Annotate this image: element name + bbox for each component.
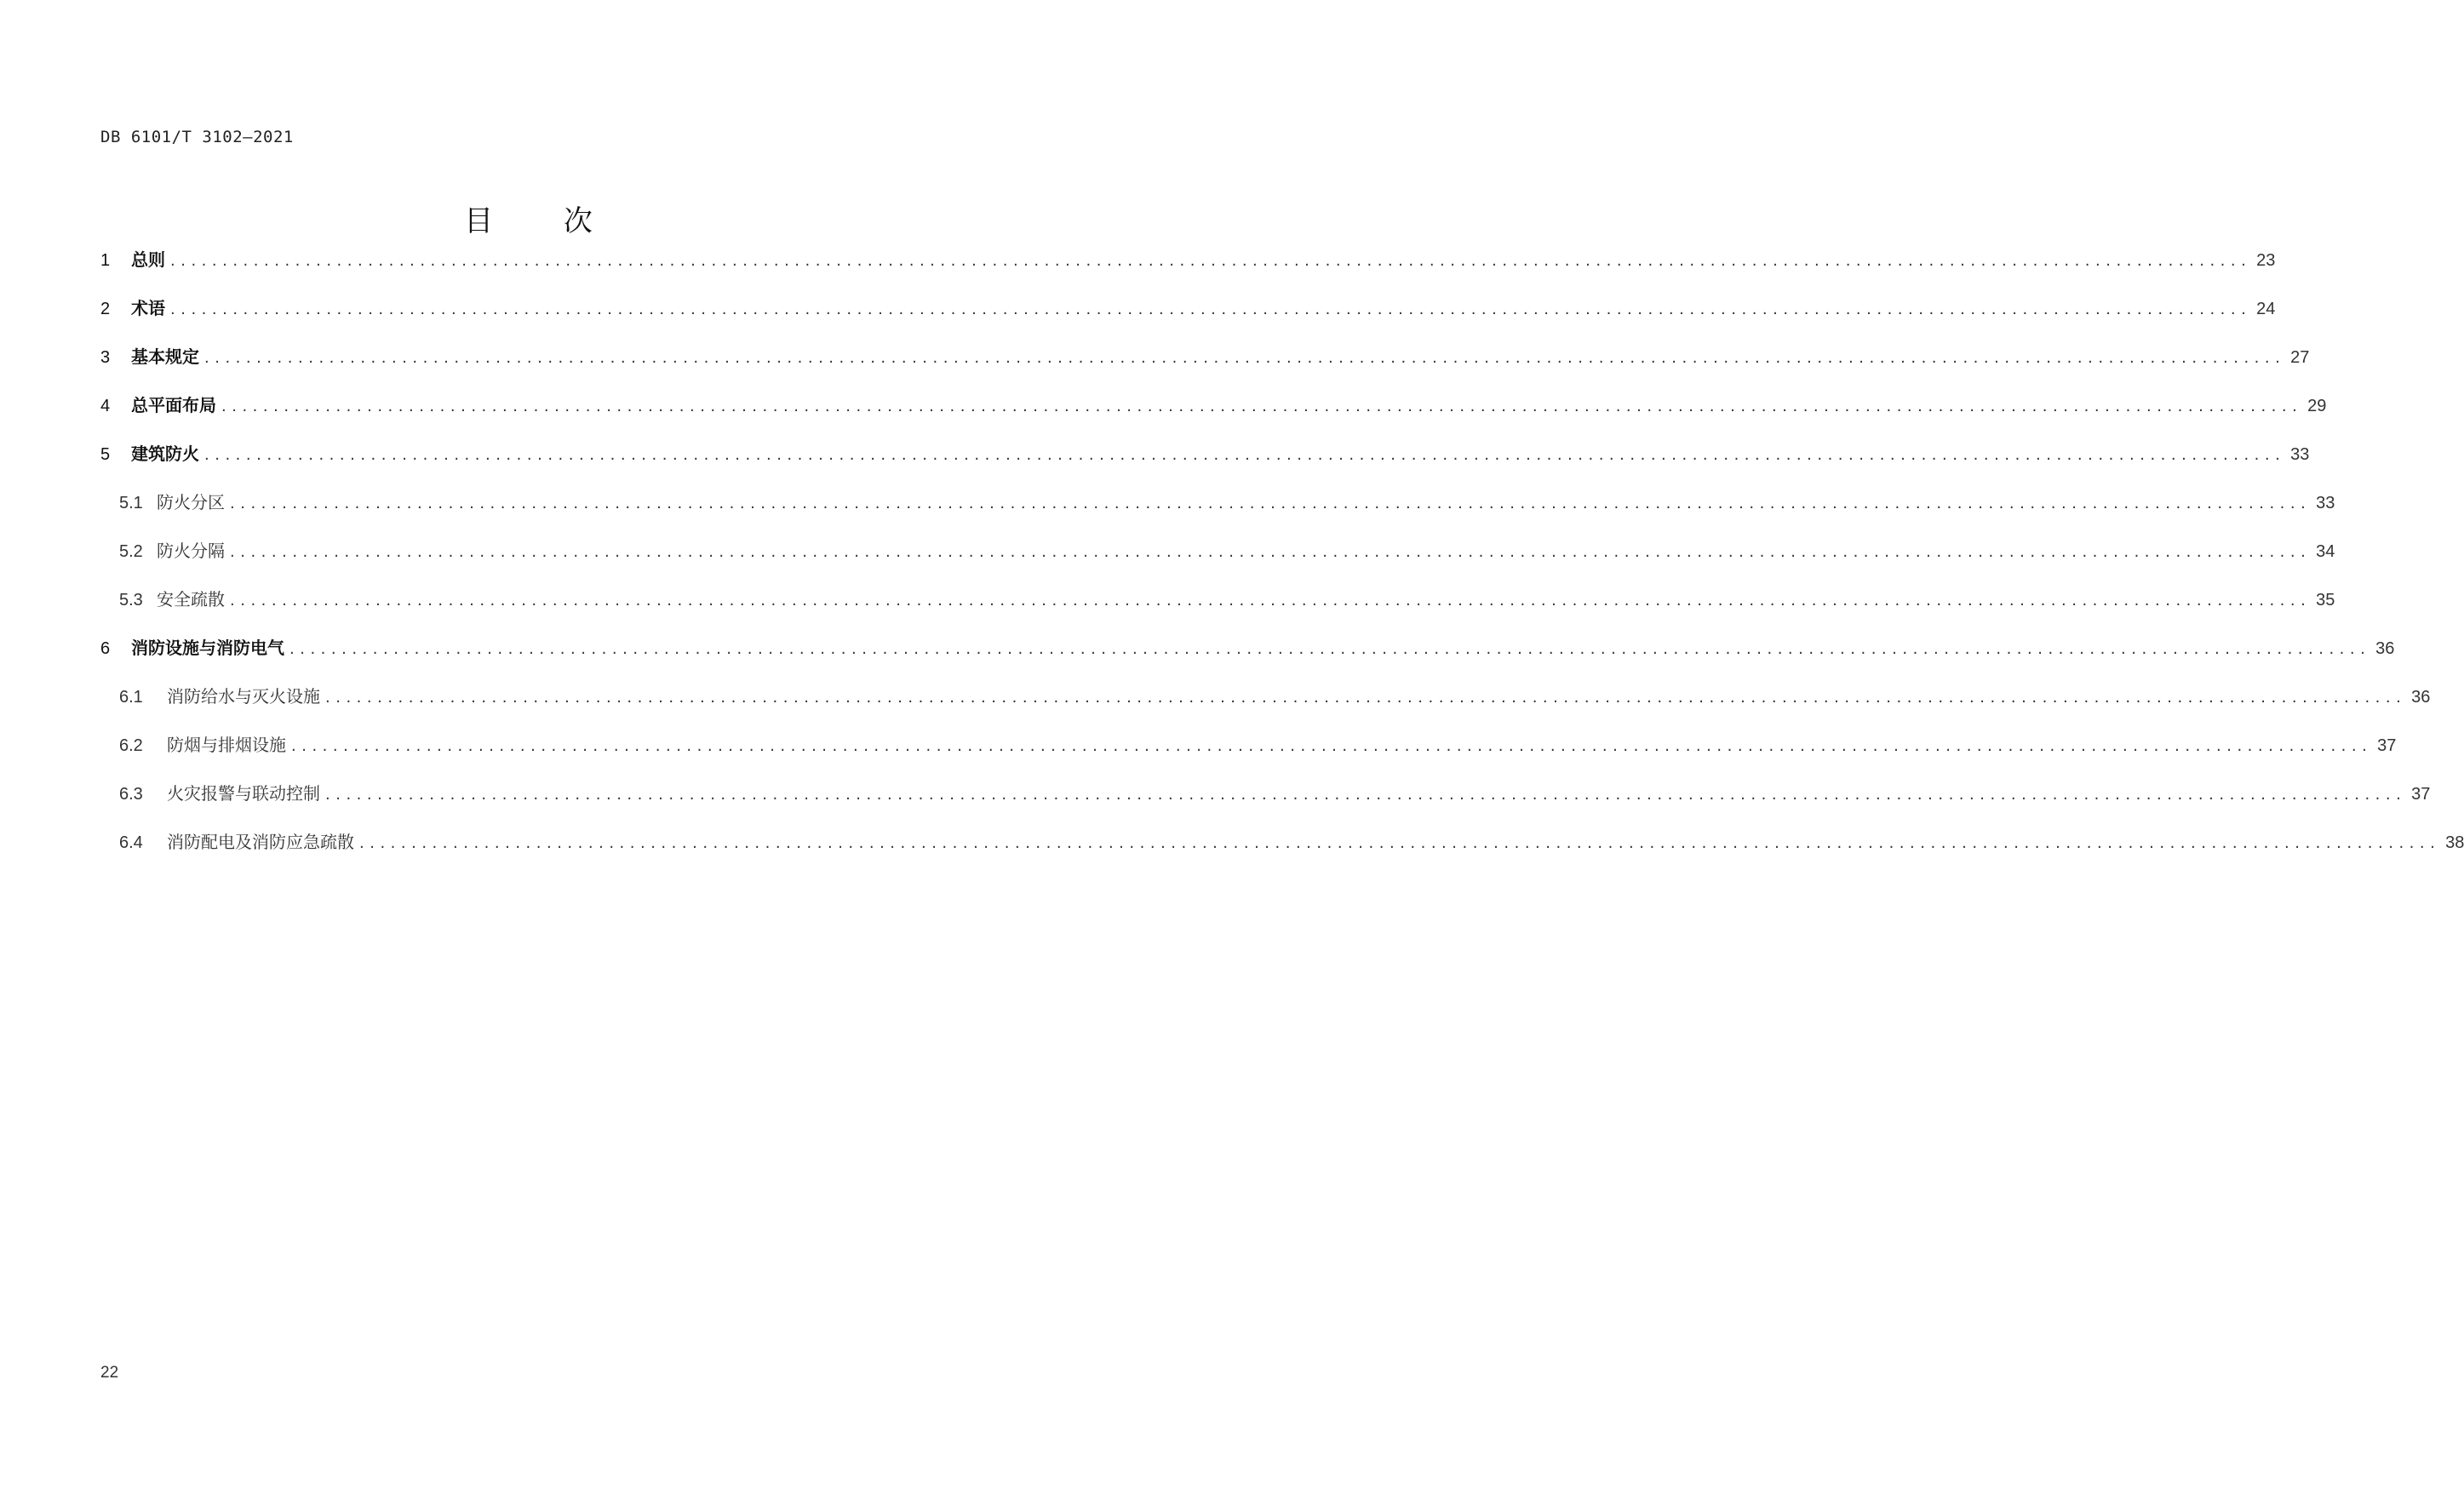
dot-leader: ........................................................................................................................................................................................................ <box>289 640 2371 658</box>
toc-entry-page: 33 <box>2290 445 2310 464</box>
toc-entry-number: 5.2 <box>119 542 143 561</box>
toc-entry[interactable] <box>100 441 2310 489</box>
dot-leader: ........................................................................................................................................................................................................ <box>204 446 2286 464</box>
toc-subentry[interactable] <box>100 732 2397 781</box>
dot-leader: ........................................................................................................................................................................................................ <box>170 301 2252 318</box>
toc-entry-number: 5.1 <box>119 494 143 512</box>
toc-entry-label: 防烟与排烟设施 <box>167 735 286 755</box>
toc-entry-label: 防火分隔 <box>157 541 225 561</box>
toc-entry-number: 6 <box>100 639 111 658</box>
toc-entry-label: 火灾报警与联动控制 <box>167 783 320 804</box>
dot-leader: ........................................................................................................................................................................................................ <box>230 543 2312 561</box>
toc-entry-page: 37 <box>2411 785 2431 804</box>
toc-entry-number: 5 <box>100 445 111 464</box>
toc-entry-page: 34 <box>2316 542 2335 561</box>
toc-entry-label: 总平面布局 <box>131 395 216 415</box>
toc-subentry[interactable] <box>100 538 2335 587</box>
toc-entry-label: 消防设施与消防电气 <box>131 638 284 658</box>
toc-entry-number: 4 <box>100 397 111 415</box>
toc-list <box>100 247 2464 878</box>
toc-subentry[interactable] <box>100 587 2335 635</box>
toc-title: 目 次 <box>464 204 623 238</box>
toc-entry[interactable] <box>100 344 2310 392</box>
toc-entry-page: 36 <box>2375 639 2395 658</box>
toc-subentry[interactable] <box>100 781 2431 829</box>
toc-entry[interactable] <box>100 247 2276 295</box>
dot-leader: ........................................................................................................................................................................................................ <box>221 398 2303 415</box>
toc-entry-number: 6.3 <box>119 785 143 804</box>
toc-entry-page: 35 <box>2316 591 2335 610</box>
toc-entry-number: 6.2 <box>119 736 143 755</box>
toc-entry-number: 5.3 <box>119 591 143 610</box>
page-number: 22 <box>100 1364 119 1382</box>
toc-subentry[interactable] <box>100 829 2464 878</box>
toc-entry-number: 6.1 <box>119 688 143 707</box>
toc-subentry[interactable] <box>100 684 2431 732</box>
toc-subentry[interactable] <box>100 489 2335 538</box>
toc-entry-page: 37 <box>2377 736 2397 755</box>
dot-leader: ........................................................................................................................................................................................................ <box>230 592 2312 610</box>
toc-entry-number: 3 <box>100 348 111 367</box>
dot-leader: ........................................................................................................................................................................................................ <box>291 737 2373 755</box>
toc-entry-page: 36 <box>2411 688 2431 707</box>
dot-leader: ........................................................................................................................................................................................................ <box>325 689 2407 707</box>
toc-entry-number: 6.4 <box>119 833 143 852</box>
toc-entry[interactable] <box>100 635 2395 684</box>
dot-leader: ........................................................................................................................................................................................................ <box>204 349 2286 367</box>
toc-entry-label: 建筑防火 <box>131 444 199 464</box>
toc-entry-page: 23 <box>2256 251 2276 270</box>
toc-entry[interactable] <box>100 295 2276 344</box>
toc-entry[interactable] <box>100 392 2327 441</box>
document-code: DB 6101/T 3102—2021 <box>100 128 294 146</box>
toc-entry-page: 27 <box>2290 348 2310 367</box>
dot-leader: ........................................................................................................................................................................................................ <box>359 834 2441 852</box>
dot-leader: ........................................................................................................................................................................................................ <box>230 495 2312 512</box>
toc-entry-label: 安全疏散 <box>157 589 225 610</box>
toc-entry-page: 38 <box>2445 833 2464 852</box>
dot-leader: ........................................................................................................................................................................................................ <box>325 786 2407 804</box>
toc-entry-label: 防火分区 <box>157 492 225 512</box>
toc-entry-label: 基本规定 <box>131 346 199 367</box>
dot-leader: ........................................................................................................................................................................................................ <box>170 252 2252 270</box>
toc-entry-label: 术语 <box>131 298 165 318</box>
toc-entry-label: 总则 <box>131 249 165 270</box>
toc-entry-number: 2 <box>100 300 111 318</box>
toc-entry-number: 1 <box>100 251 111 270</box>
toc-entry-label: 消防给水与灭火设施 <box>167 686 320 707</box>
toc-entry-page: 29 <box>2307 397 2327 415</box>
toc-entry-page: 33 <box>2316 494 2335 512</box>
toc-entry-page: 24 <box>2256 300 2276 318</box>
toc-entry-label: 消防配电及消防应急疏散 <box>167 832 354 852</box>
